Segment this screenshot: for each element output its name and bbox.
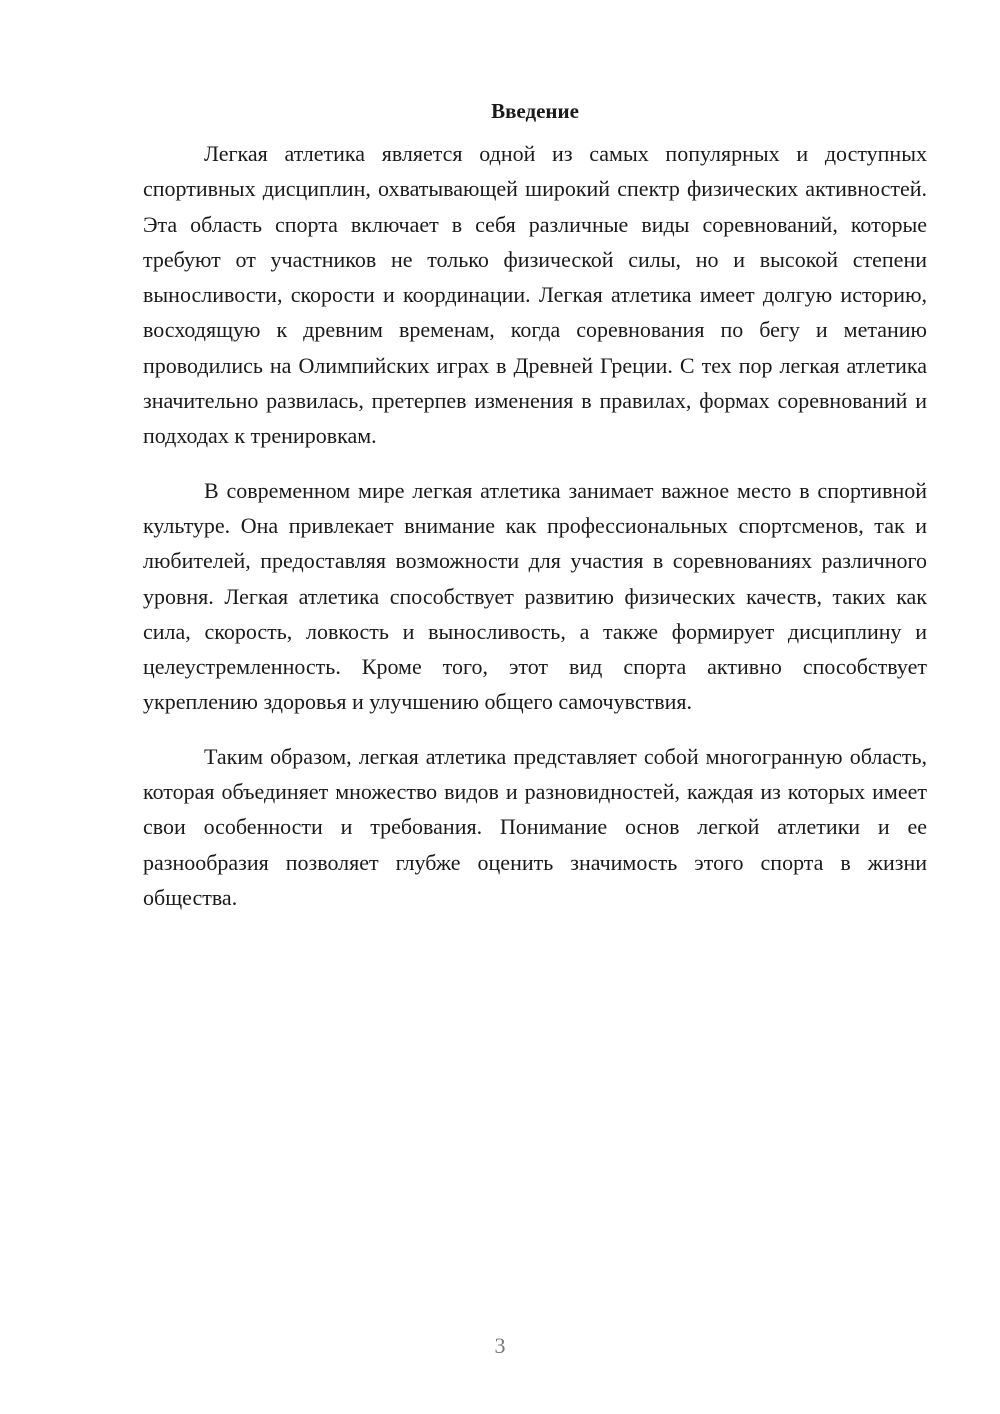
paragraph-3: Таким образом, легкая атлетика представляет собой многогранную область, которая объединяет множество видов и разновидностей, каждая из которых имеет свои особенности и требования. Понимание основ легкой атлетики и ее разнообразия позволяет глубже оценить значимость этого спорта в жизни общества. xyxy=(143,743,927,910)
section-heading: Введение xyxy=(491,99,579,123)
paragraph-1: Легкая атлетика является одной из самых популярных и доступных спортивных дисциплин, охватывающей широкий спектр физических активностей. Эта область спорта включает в себя различные виды соревнований, которые требуют от участников не только физической силы, но и высокой степени выносливости, скорости и координации. Легкая атлетика имеет долгую историю, восходящую к древним временам, когда соревнования по бегу и метанию проводились на Олимпийских играх в Древней Греции. С тех пор легкая атлетика значительно развилась, претерпев изменения в правилах, формах соревнований и подходах к тренировкам. xyxy=(143,141,927,449)
paragraph-2: В современном мире легкая атлетика занимает важное место в спортивной культуре. Она привлекает внимание как профессиональных спортсменов, так и любителей, предоставляя возможности для участия в соревнованиях различного уровня. Легкая атлетика способствует развитию физических качеств, таких как сила, скорость, ловкость и выносливость, а также формирует дисциплину и целеустремленность. Кроме того, этот вид спорта активно способствует укреплению здоровья и улучшению общего самочувствия. xyxy=(143,477,927,715)
page-number: 3 xyxy=(494,1333,506,1358)
page-content xyxy=(143,96,927,934)
